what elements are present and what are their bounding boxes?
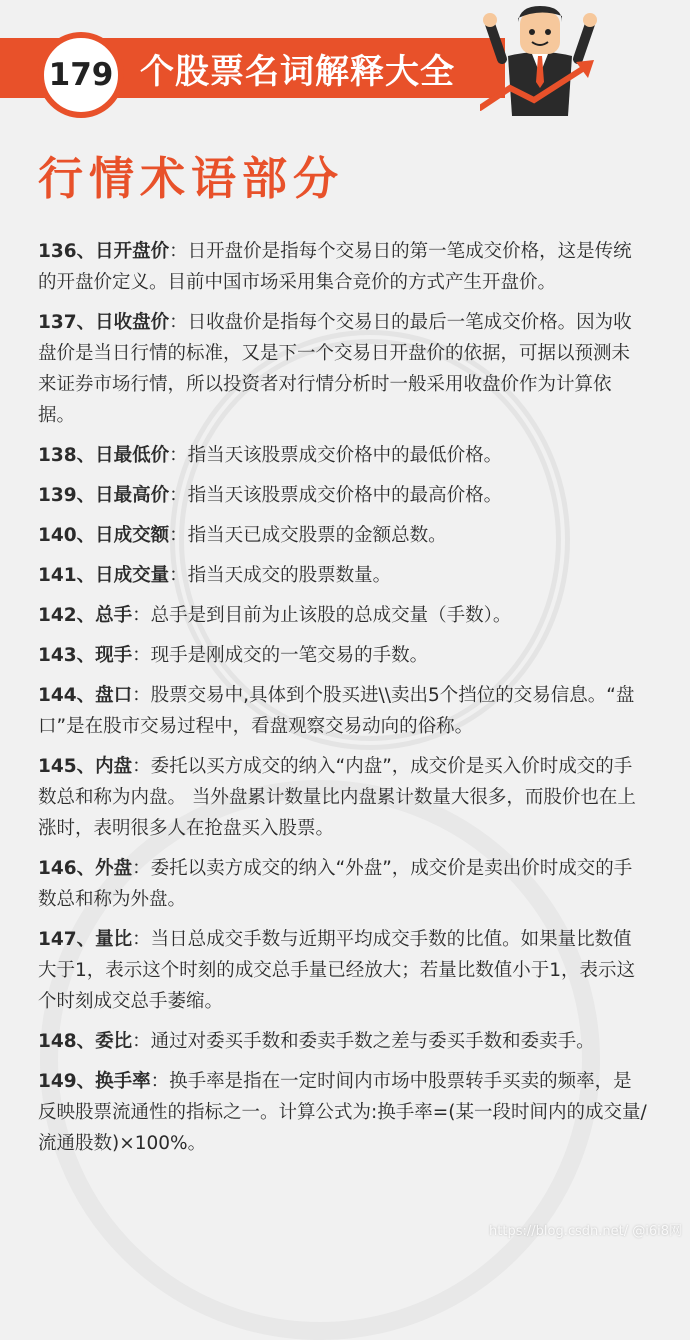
- entry-term: 137、日收盘价: [38, 312, 170, 333]
- entry-definition: 委托以卖方成交的纳入“外盘”，成交价是卖出价时成交的手数总和称为外盘。: [38, 858, 633, 910]
- entry-definition: 委托以买方成交的纳入“内盘”，成交价是买入价时成交的手数总和称为内盘。 当外盘累计数量比内盘累计数量大很多，而股价也在上涨时，表明很多人在抢盘买入股票。: [38, 756, 636, 839]
- entry-term: 149、换手率: [38, 1071, 151, 1092]
- entry-term: 139、日最高价: [38, 485, 170, 506]
- entry-term: 147、量比: [38, 929, 133, 950]
- entry-separator: ：: [169, 312, 188, 333]
- glossary-entry-149: [38, 1066, 648, 1159]
- entry-separator: ：: [169, 241, 188, 262]
- entry-term: 140、日成交额: [38, 525, 170, 546]
- glossary-entry-138: [38, 440, 648, 471]
- glossary-entry-146: [38, 853, 648, 915]
- entry-term: 136、日开盘价: [38, 241, 170, 262]
- glossary-entry-147: [38, 924, 648, 1017]
- glossary-entry-148: [38, 1026, 648, 1057]
- entry-definition: 换手率是指在一定时间内市场中股票转手买卖的频率，是反映股票流通性的指标之一。计算公式为:换手率=(某一段时间内的成交量/流通股数)×100%。: [38, 1071, 647, 1154]
- businessman-mascot-icon: [480, 4, 600, 116]
- entry-separator: ：: [169, 565, 188, 586]
- entry-separator: ：: [132, 1031, 151, 1052]
- entry-separator: ：: [169, 445, 188, 466]
- entry-separator: ：: [132, 756, 151, 777]
- entry-definition: 指当天该股票成交价格中的最高价格。: [187, 485, 503, 506]
- entry-term: 142、总手: [38, 605, 133, 626]
- entry-separator: ：: [132, 929, 151, 950]
- entry-separator: ：: [132, 605, 151, 626]
- entry-term: 143、现手: [38, 645, 133, 666]
- glossary-entry-142: [38, 600, 648, 631]
- glossary-entry-139: [38, 480, 648, 511]
- entry-definition: 日收盘价是指每个交易日的最后一笔成交价格。因为收盘价是当日行情的标准，又是下一个交易日开盘价的依据，可据以预测未来证券市场行情，所以投资者对行情分析时一般采用收盘价作为计算依据。: [38, 312, 632, 426]
- entry-definition: 通过对委买手数和委卖手数之差与委买手数和委卖手。: [150, 1031, 595, 1052]
- source-watermark: https://blog.csdn.net/ @i6i8网: [489, 1224, 682, 1239]
- header-title: 个股票名词解释大全: [140, 51, 455, 92]
- entry-definition: 指当天成交的股票数量。: [187, 565, 392, 586]
- entry-definition: 股票交易中,具体到个股买进\\卖出5个挡位的交易信息。“盘口”是在股市交易过程中，看盘观察交易动向的俗称。: [38, 685, 635, 737]
- glossary-list: [38, 236, 648, 1168]
- entry-definition: 指当天已成交股票的金额总数。: [187, 525, 447, 546]
- entry-term: 138、日最低价: [38, 445, 170, 466]
- entry-term: 141、日成交量: [38, 565, 170, 586]
- entry-separator: ：: [150, 1071, 170, 1092]
- entry-term: 146、外盘: [38, 858, 133, 879]
- glossary-entry-136: [38, 236, 648, 298]
- entry-separator: ：: [132, 685, 151, 706]
- glossary-entry-144: [38, 680, 648, 742]
- entry-definition: 日开盘价是指每个交易日的第一笔成交价格，这是传统的开盘价定义。目前中国市场采用集合竞价的方式产生开盘价。: [38, 241, 632, 293]
- entry-separator: ：: [169, 485, 188, 506]
- entry-separator: ：: [169, 525, 188, 546]
- entry-term: 148、委比: [38, 1031, 133, 1052]
- glossary-entry-141: [38, 560, 648, 591]
- entry-term: 145、内盘: [38, 756, 133, 777]
- entry-separator: ：: [132, 645, 151, 666]
- header-number-badge: 179: [38, 32, 124, 118]
- glossary-entry-145: [38, 751, 648, 844]
- entry-definition: 现手是刚成交的一笔交易的手数。: [150, 645, 429, 666]
- entry-definition: 总手是到目前为止该股的总成交量（手数）。: [150, 605, 512, 626]
- entry-term: 144、盘口: [38, 685, 133, 706]
- section-title: 行情术语部分: [38, 152, 345, 205]
- glossary-entry-143: [38, 640, 648, 671]
- glossary-entry-140: [38, 520, 648, 551]
- entry-definition: 当日总成交手数与近期平均成交手数的比值。如果量比数值大于1，表示这个时刻的成交总手量已经放大；若量比数值小于1，表示这个时刻成交总手萎缩。: [38, 929, 636, 1012]
- entry-definition: 指当天该股票成交价格中的最低价格。: [187, 445, 503, 466]
- glossary-entry-137: [38, 307, 648, 431]
- entry-separator: ：: [132, 858, 151, 879]
